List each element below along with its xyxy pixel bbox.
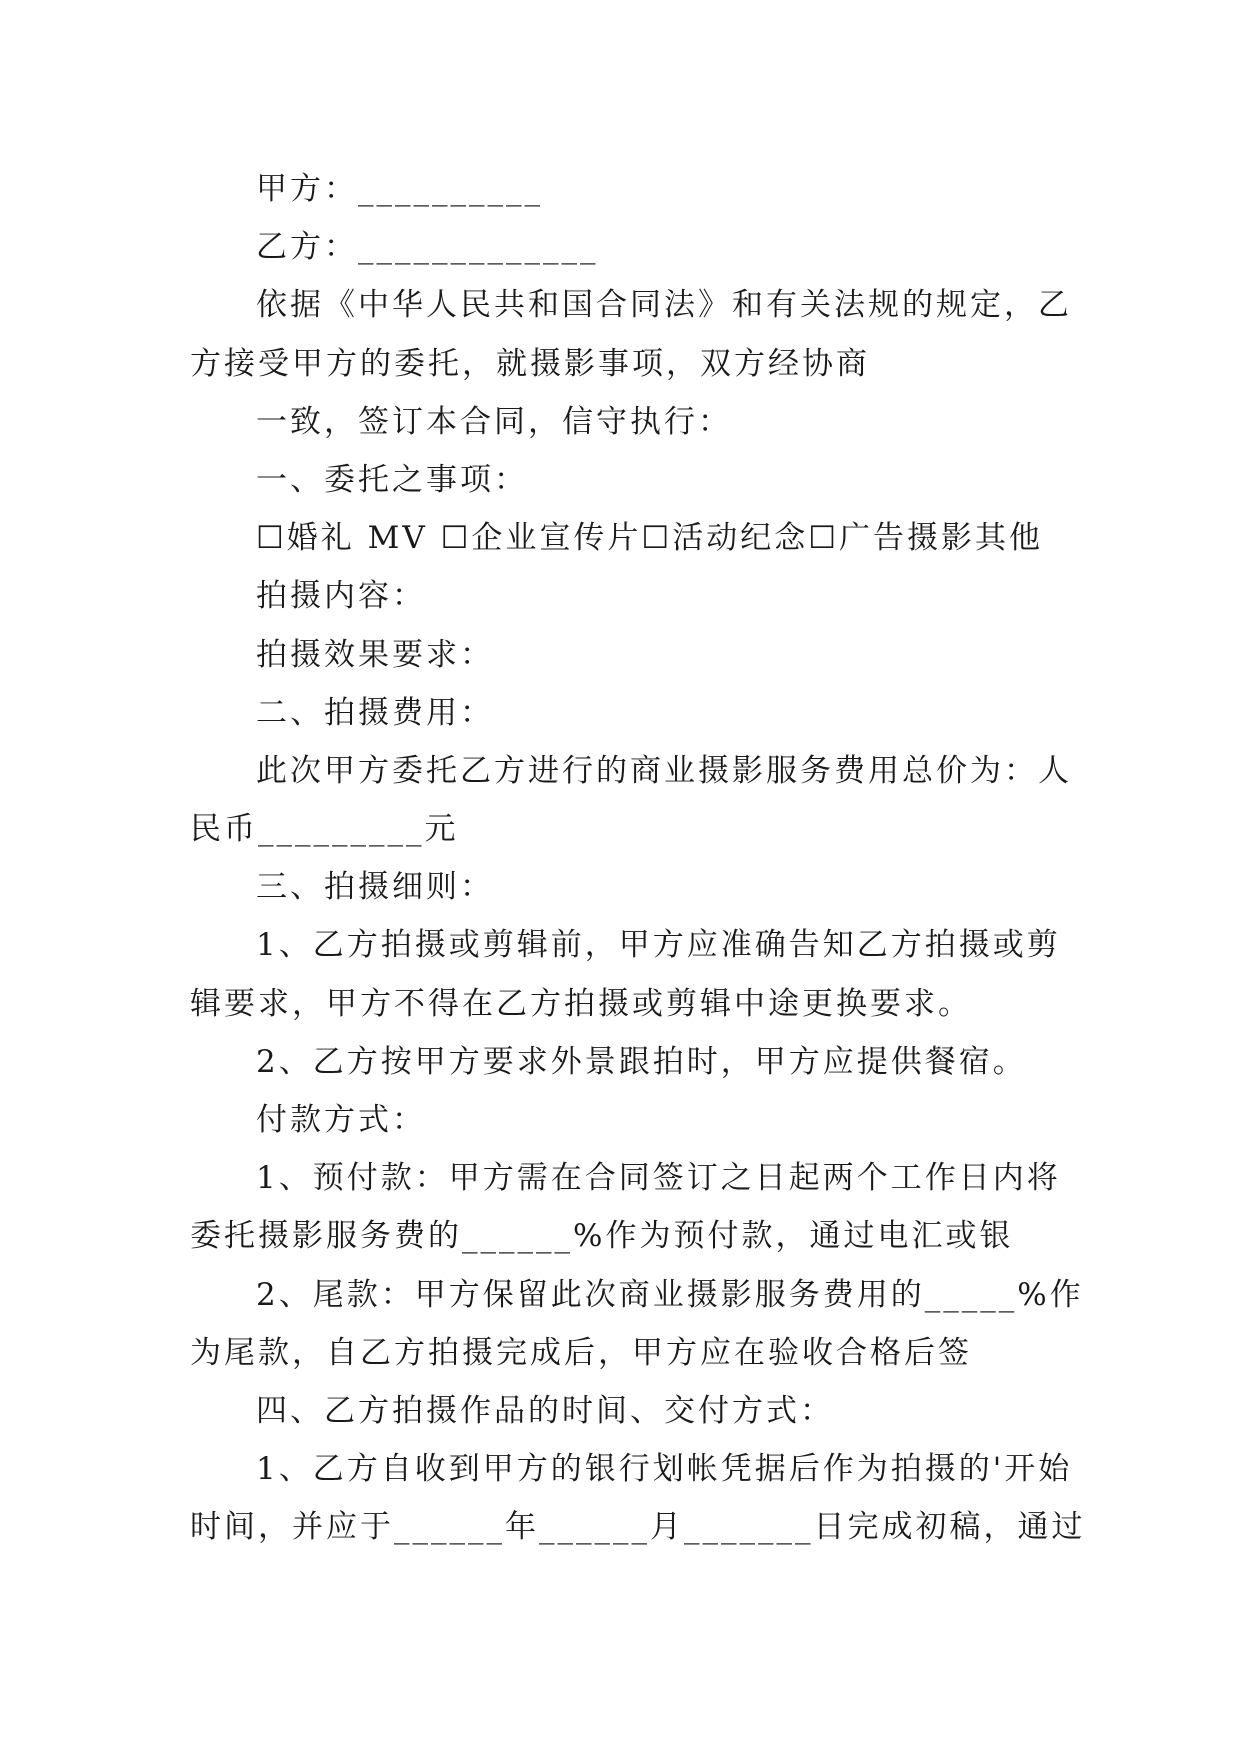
paragraph-line: 1、乙方自收到甲方的银行划帐凭据后作为拍摄的'开始 bbox=[256, 1451, 1073, 1488]
party-b-line: 乙方：_____________ bbox=[256, 229, 599, 266]
section-heading: 三、拍摄细则： bbox=[256, 869, 494, 906]
paragraph-line: 方接受甲方的委托，就摄影事项，双方经协商 bbox=[190, 345, 870, 382]
party-a-line: 甲方：__________ bbox=[256, 171, 543, 207]
paragraph-line: 1、预付款：甲方需在合同签订之日起两个工作日内将 bbox=[256, 1160, 1061, 1197]
paragraph-line: 拍摄内容： bbox=[256, 578, 426, 615]
document-body bbox=[190, 160, 1086, 1557]
paragraph-line: 委托摄影服务费的______%作为预付款，通过电汇或银 bbox=[190, 1218, 1014, 1255]
paragraph-line: 依据《中华人民共和国合同法》和有关法规的规定，乙 bbox=[256, 287, 1072, 324]
paragraph-line: 拍摄效果要求： bbox=[256, 636, 494, 673]
paragraph-line: 2、乙方按甲方要求外景跟拍时，甲方应提供餐宿。 bbox=[256, 1043, 1027, 1080]
paragraph-line: 辑要求，甲方不得在乙方拍摄或剪辑中途更换要求。 bbox=[190, 985, 972, 1022]
paragraph-line: 1、乙方拍摄或剪辑前，甲方应准确告知乙方拍摄或剪 bbox=[256, 927, 1061, 964]
section-heading: 二、拍摄费用： bbox=[256, 694, 494, 731]
section-heading: 四、乙方拍摄作品的时间、交付方式： bbox=[256, 1392, 834, 1429]
paragraph-line: 付款方式： bbox=[256, 1102, 426, 1138]
section-heading: 一、委托之事项： bbox=[256, 461, 528, 498]
checkbox-options-line: ☐婚礼 MV ☐企业宣传片☐活动纪念☐广告摄影其他 bbox=[256, 520, 1043, 557]
paragraph-line: 民币_________元 bbox=[190, 811, 459, 848]
paragraph-line: 一致，签订本合同，信守执行： bbox=[256, 403, 732, 440]
paragraph-line: 为尾款，自乙方拍摄完成后，甲方应在验收合格后签 bbox=[190, 1334, 972, 1371]
paragraph-line: 此次甲方委托乙方进行的商业摄影服务费用总价为：人 bbox=[256, 752, 1072, 789]
paragraph-line: 2、尾款：甲方保留此次商业摄影服务费用的_____%作 bbox=[256, 1276, 1084, 1313]
paragraph-line: 时间，并应于______年______月_______日完成初稿，通过 bbox=[190, 1509, 1086, 1546]
